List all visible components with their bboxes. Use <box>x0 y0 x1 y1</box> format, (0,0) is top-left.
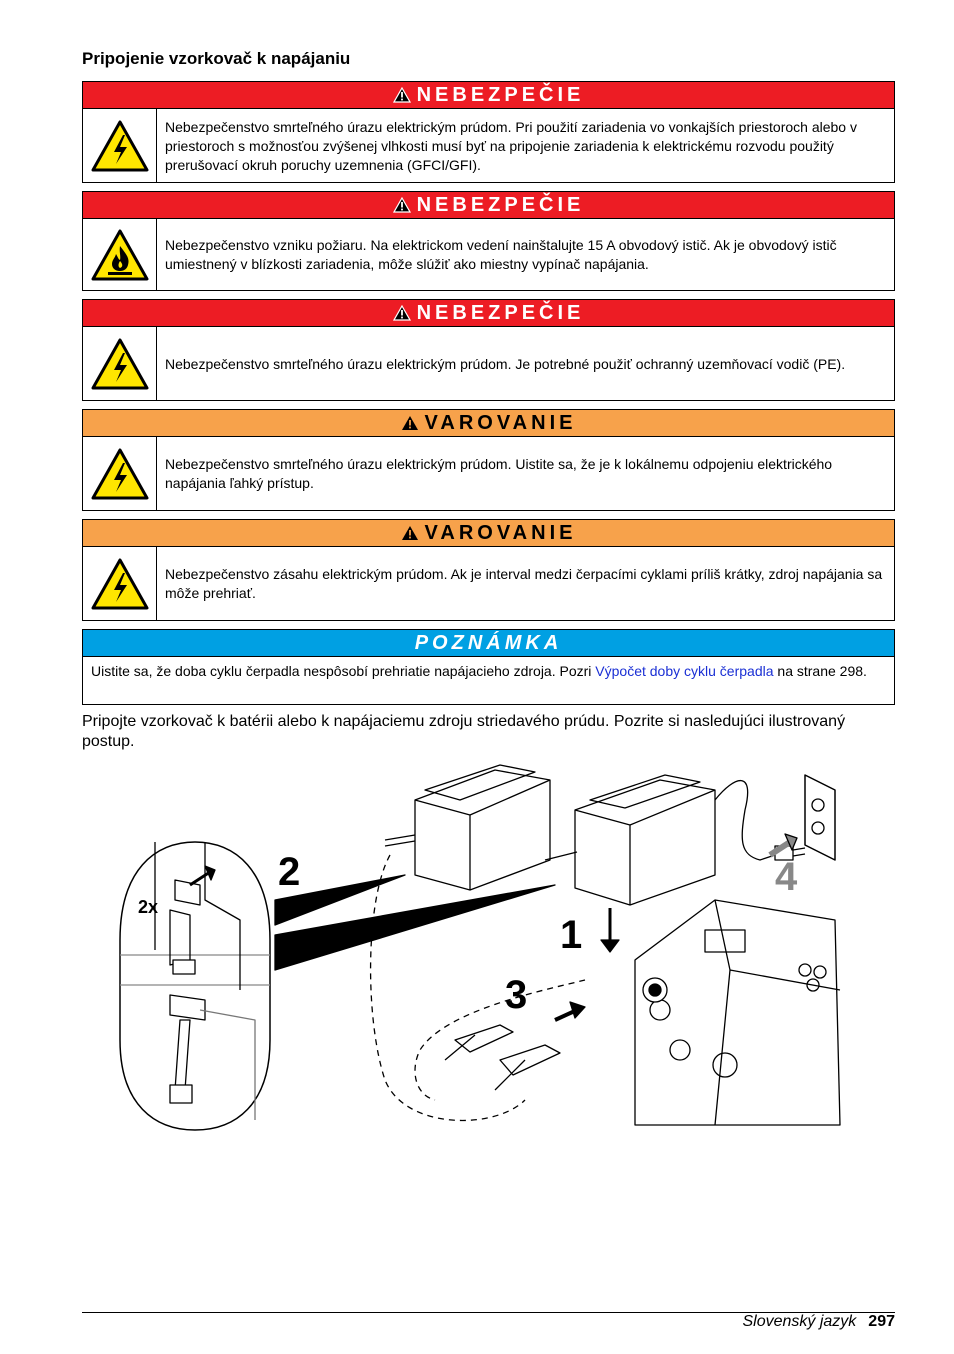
notice-header <box>83 192 894 219</box>
danger-notice <box>82 191 895 291</box>
note-label: POZNÁMKA <box>414 631 563 654</box>
instruction-paragraph: Pripojte vzorkovač k batérii alebo k napájaciemu zdroju striedavého prúdu. Pozrite si nasledujúci ilustrovaný postup. <box>82 713 846 750</box>
footer-language: Slovenský jazyk <box>742 1313 857 1330</box>
notice-header <box>83 520 894 547</box>
figure-callout-1: 1 <box>560 913 583 957</box>
warning-notice <box>82 519 895 621</box>
notice-text: Nebezpečenstvo vzniku požiaru. Na elektrickom vedení nainštalujte 15 A obvodový istič. Ak je obvodový istič umiestnený v blízkosti zariadenia, môže slúžiť ako miestny vypínač napájania. <box>165 237 837 272</box>
electric-shock-icon <box>83 437 157 511</box>
warning-notice <box>82 409 895 511</box>
section-heading: Pripojenie vzorkovač k napájaniu <box>82 49 351 68</box>
note-text <box>83 657 894 686</box>
note-text-before: Uistite sa, že doba cyklu čerpadla nespôsobí prehriatie napájacieho zdroja. Pozri <box>91 663 596 679</box>
notice-header <box>83 82 894 109</box>
warning-triangle-icon <box>393 197 411 213</box>
figure-multiplier: 2x <box>138 897 159 917</box>
notice-label: VAROVANIE <box>424 521 577 544</box>
electric-shock-icon <box>83 109 157 183</box>
notice-text: Nebezpečenstvo smrteľného úrazu elektrickým prúdom. Je potrebné použiť ochranný uzemňovací vodič (PE). <box>165 355 846 372</box>
note-box <box>82 629 895 705</box>
figure-callout-3: 3 <box>505 973 528 1017</box>
warning-triangle-icon <box>401 525 419 541</box>
page-number: 297 <box>868 1313 895 1330</box>
notice-text: Nebezpečenstvo smrteľného úrazu elektrickým prúdom. Uistite sa, že je k lokálnemu odpojeniu elektrického napájania ľahký prístup. <box>165 456 833 491</box>
notice-header <box>83 410 894 437</box>
fire-hazard-icon <box>83 219 157 291</box>
warning-triangle-icon <box>393 87 411 103</box>
notice-header <box>83 300 894 327</box>
notice-label: NEBEZPEČIE <box>416 193 585 216</box>
notice-text: Nebezpečenstvo smrteľného úrazu elektrickým prúdom. Pri použití zariadenia vo vonkajších priestoroch alebo v priestoroch s možnosťou zvýšenej vlhkosti musí byť na pripojenie zariadenia k elektrickému rozvodu použitý prerušovací okruh poruchy uzemnenia (GFCI/GFI). <box>165 118 857 173</box>
installation-illustration <box>115 760 845 1140</box>
page-footer <box>742 1313 895 1331</box>
note-link[interactable]: Výpočet doby cyklu čerpadla <box>595 663 774 679</box>
figure-callout-2: 2 <box>278 850 301 894</box>
electric-shock-icon <box>83 547 157 621</box>
figure-callout-4: 4 <box>775 855 798 899</box>
note-text-after: na strane 298. <box>773 663 867 679</box>
danger-notice <box>82 81 895 183</box>
warning-triangle-icon <box>401 415 419 431</box>
note-header <box>83 630 894 657</box>
notice-label: VAROVANIE <box>424 411 577 434</box>
danger-notice <box>82 299 895 401</box>
notice-label: NEBEZPEČIE <box>416 83 585 106</box>
notice-label: NEBEZPEČIE <box>416 301 585 324</box>
warning-triangle-icon <box>393 305 411 321</box>
electric-shock-icon <box>83 327 157 401</box>
notice-text: Nebezpečenstvo zásahu elektrickým prúdom. Ak je interval medzi čerpacími cyklami príliš krátky, zdroj napájania sa môže prehriať. <box>165 566 883 601</box>
